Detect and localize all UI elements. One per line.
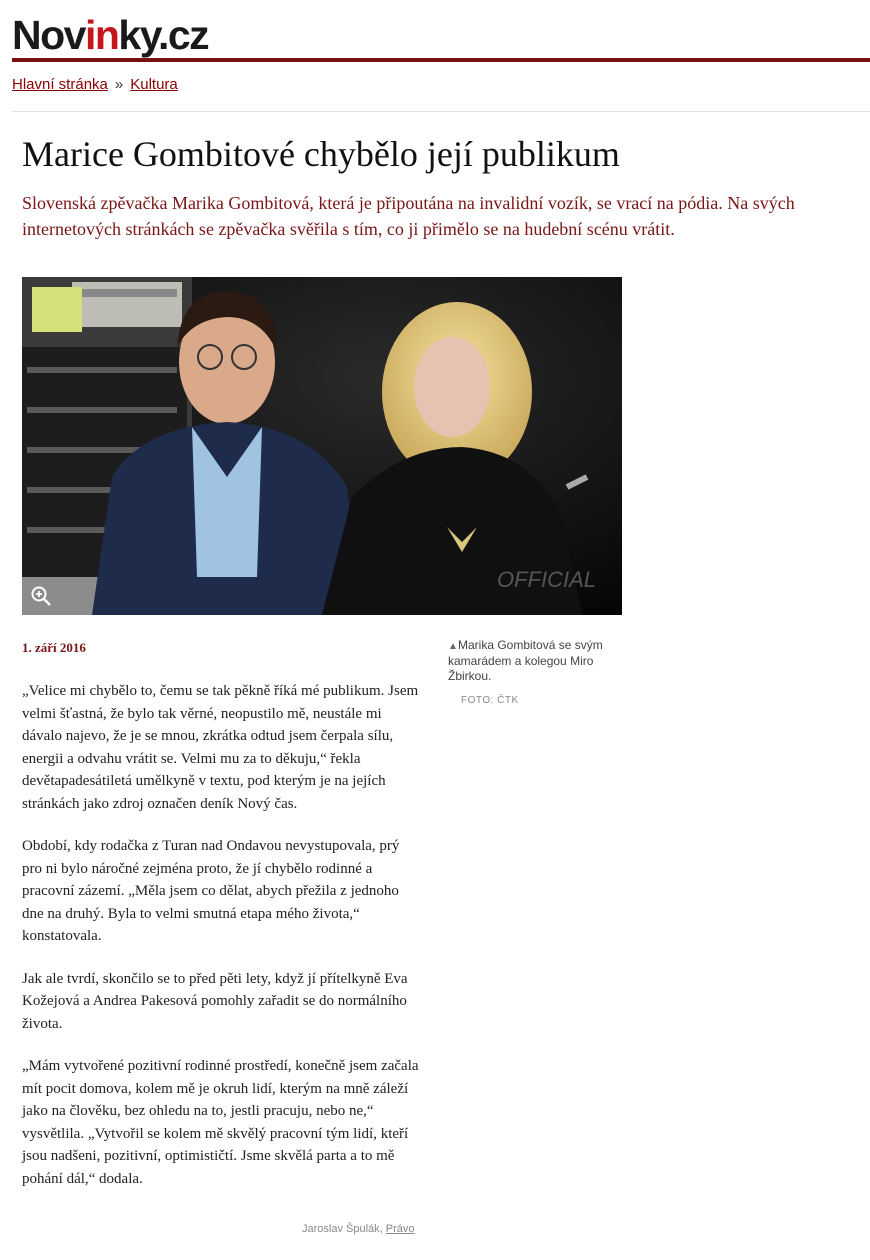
- zoom-in-icon[interactable]: [30, 585, 52, 607]
- source-link[interactable]: Právo: [385, 1223, 415, 1235]
- breadcrumb-divider: [12, 111, 870, 112]
- caption-triangle-icon: ▲: [448, 641, 458, 652]
- article-paragraph: „Velice mi chybělo to, čemu se tak pěkně říká mé publikum. Jsem velmi šťastná, že bylo tak věrné, neopustilo mě, neustále mi dávalo najevo, že je se mnou, zkrátka odtud jsem čerpala sílu, energii a odvahu vrátit se. Velmi mu za to děkuju,“ řekla devětapadesátiletá umělkyně v textu, pod kterým je na jejích stránkách jako zdroj označen deník Nový čas.: [22, 683, 419, 812]
- breadcrumb-separator: »: [114, 76, 124, 93]
- breadcrumb-home-link[interactable]: Hlavní stránka: [12, 76, 108, 93]
- article-paragraph: Jak ale tvrdí, skončilo se to před pěti lety, když jí přítelkyně Eva Kožejová a Andrea Pakesová pomohly zařadit se do normálního života.: [22, 970, 408, 1032]
- header-divider: [12, 58, 870, 62]
- photo-credit: FOTO: ČTK: [461, 695, 519, 706]
- article-date: 1. září 2016: [22, 640, 86, 655]
- photo-watermark: OFFICIAL: [497, 567, 597, 592]
- article-perex: Slovenská zpěvačka Marika Gombitová, která je připoutána na invalidní vozík, se vrací na pódia. Na svých internetových stránkách se zpěvačka svěřila s tím, co ji přimělo se na hudební scénu vrátit.: [22, 193, 795, 239]
- article-paragraph: Období, kdy rodačka z Turan nad Ondavou nevystupovala, prý pro ni bylo náročné zejména proto, že jí chybělo rodinné a pracovní zázemí. „Měla jsem co dělat, abych přežila z jednoho dne na druhý. Byla to velmi smutná etapa mého života,“ konstatovala.: [22, 838, 400, 944]
- author-name: Jaroslav Špulák,: [302, 1223, 383, 1235]
- site-logo[interactable]: Novinky.cz: [12, 12, 209, 58]
- article-byline: [302, 1223, 415, 1235]
- article-paragraph: „Mám vytvořené pozitivní rodinné prostředí, konečně jsem začala mít pocit domova, kolem mě je okruh lidí, kterým na mně záleží jako na člověku, bez ohledu na to, jestli pracuju, nebo ne,“ vysvětlila. „Vytvořil se kolem mě skvělý pracovní tým lidí, kteří jsou nadšeni, pozitivní, optimističtí. Jsme skvělá parta a to mě pohání dál,“ dodala.: [22, 1058, 419, 1187]
- article-body: [22, 680, 422, 1210]
- breadcrumb: [12, 76, 178, 93]
- caption-text: Marika Gombitová se svým kamarádem a kolegou Miro Žbirkou.: [448, 638, 603, 683]
- article-photo[interactable]: [22, 277, 622, 615]
- breadcrumb-kultura-link[interactable]: Kultura: [130, 76, 178, 93]
- article-title: Marice Gombitové chybělo její publikum: [22, 134, 620, 174]
- article-photo-image: [22, 277, 622, 615]
- site-header: [12, 10, 870, 60]
- photo-caption: [448, 638, 628, 708]
